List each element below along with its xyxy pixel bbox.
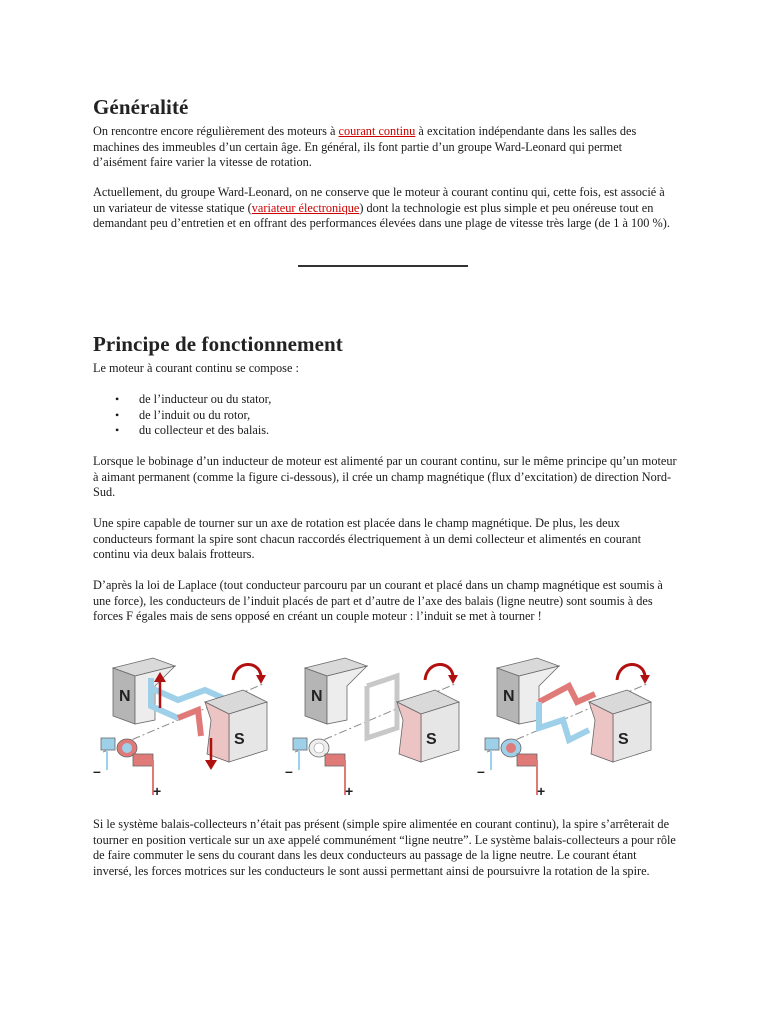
north-pole-label: N bbox=[503, 688, 515, 705]
south-pole-label: S bbox=[426, 731, 437, 748]
paragraph-intro bbox=[93, 124, 678, 171]
paragraph-ward-leonard bbox=[93, 185, 678, 232]
heading-principe: Principe de fonctionnement bbox=[93, 332, 343, 356]
south-pole-label: S bbox=[618, 731, 629, 748]
motor-illustration-3 bbox=[477, 650, 667, 800]
motor-illustration-2 bbox=[285, 650, 475, 800]
text-span: Actuellement, du groupe Ward-Leonard, on ne conserve que le moteur à courant continu qui, cette fois, est associé à un variateur de vitesse statique ( bbox=[93, 185, 665, 215]
paragraph-laplace: D’après la loi de Laplace (tout conducteur parcouru par un courant et placé dans un champ magnétique est soumis à une force), les conducteurs de l’induit placés de part et d’autre de l’axe des balais (ligne neutre) sont soumis à des forces F égales mais de sens opposé en créant un couple moteur : l’induit se met à tourner ! bbox=[93, 578, 663, 623]
motor-diagram-row bbox=[93, 650, 678, 800]
paragraph-balais-collecteurs: Si le système balais-collecteurs n’était pas présent (simple spire alimentée en courant continu), la spire s’arrêterait de tourner en position verticale sur un axe appelé communément “ligne neutre”. Le système balais-collecteurs a pour rôle de faire commuter le sens du courant dans les deux conducteurs au passage de la ligne neutre. Le courant étant inversé, les forces motrices sur les conducteurs le sont aussi permettant ainsi de poursuivre la rotation de la spire. bbox=[93, 817, 676, 878]
list-item: • de l’induit ou du rotor, bbox=[93, 408, 271, 424]
motor-diagram-1 bbox=[93, 650, 283, 800]
paragraph-composition-intro: Le moteur à courant continu se compose : bbox=[93, 361, 299, 375]
link-courant-continu[interactable]: courant continu bbox=[338, 124, 416, 138]
horizontal-rule bbox=[298, 265, 468, 267]
plus-terminal-label: + bbox=[153, 783, 162, 799]
paragraph-spire: Une spire capable de tourner sur un axe de rotation est placée dans le champ magnétique. De plus, les deux conducteurs formant la spire sont chacun raccordés électriquement à un demi collecteur et alimentés en courant continu via deux balais frotteurs. bbox=[93, 516, 642, 561]
text-span: ) dont la technologie est plus simple et peu onéreuse tout en demandant peu d’entretien et en offrant des performances élevées dans une plage de vitesse très large (de 1 à 100 %). bbox=[93, 200, 670, 230]
motor-diagram-2 bbox=[285, 650, 475, 800]
component-list bbox=[93, 392, 271, 439]
south-pole-label: S bbox=[234, 731, 245, 748]
link-variateur-electronique[interactable]: variateur électronique bbox=[251, 200, 360, 215]
minus-terminal-label: – bbox=[93, 763, 101, 779]
minus-terminal-label: – bbox=[285, 763, 293, 779]
list-item: • du collecteur et des balais. bbox=[93, 423, 271, 439]
north-pole-label: N bbox=[119, 688, 131, 705]
list-item: • de l’inducteur ou du stator, bbox=[93, 392, 271, 408]
paragraph-inducteur: Lorsque le bobinage d’un inducteur de moteur est alimenté par un courant continu, sur le même principe qu’un moteur à aimant permanent (comme la figure ci-dessous), il crée un champ magnétique (flux d’excitation) de direction Nord-Sud. bbox=[93, 454, 677, 499]
motor-illustration-1 bbox=[93, 650, 283, 800]
text-span: On rencontre encore régulièrement des moteurs à bbox=[93, 124, 339, 138]
plus-terminal-label: + bbox=[537, 783, 546, 799]
north-pole-label: N bbox=[311, 688, 323, 705]
minus-terminal-label: – bbox=[477, 763, 485, 779]
heading-generalite: Généralité bbox=[93, 95, 189, 119]
plus-terminal-label: + bbox=[345, 783, 354, 799]
text-span: à excitation indépendante dans les salles des machines des immeubles d’un certain âge. En général, ils font partie d’un groupe Ward-Leonard qui permet d’aisément faire varier la vitesse de rotation. bbox=[93, 124, 637, 169]
motor-diagram-3 bbox=[477, 650, 667, 800]
